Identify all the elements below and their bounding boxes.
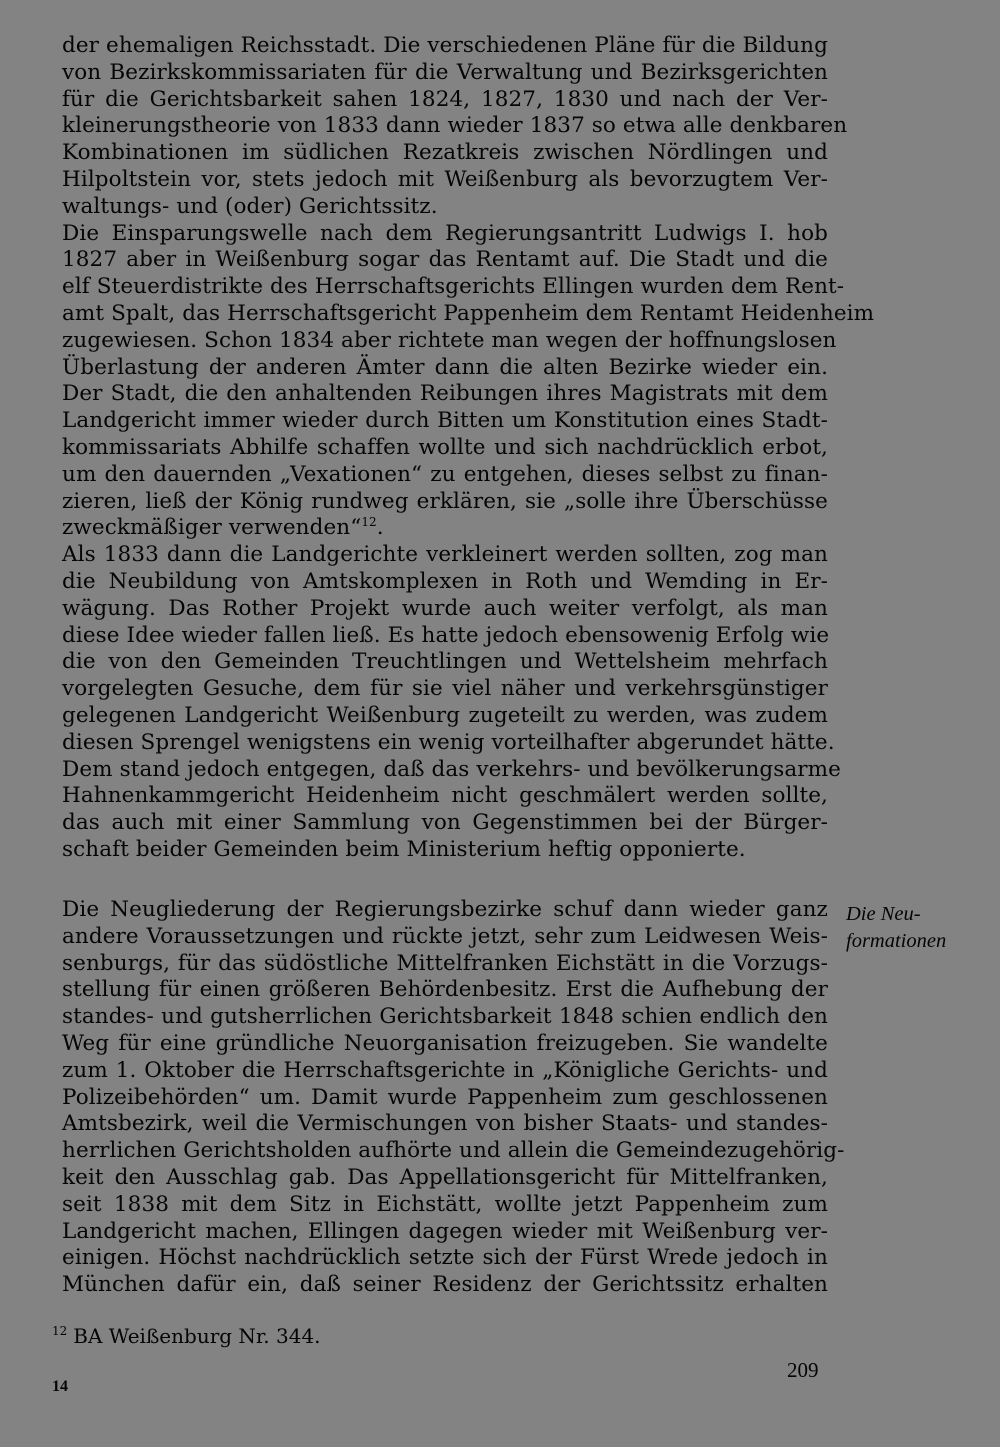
text-line: [62, 1058, 828, 1085]
text-line: [62, 1111, 828, 1138]
text-line-content: Hahnenkammgericht Heidenheim nicht geschmälert werden sollte,: [62, 783, 828, 809]
text-line: [62, 951, 828, 978]
text-line: [62, 756, 841, 784]
text-line: [62, 167, 828, 194]
text-line-content: Amtsbezirk, weil die Vermischungen von bisher Staats- und standes-: [62, 1111, 828, 1137]
text-line-content: um den dauernden „Vexationen“ zu entgehen, dieses selbst zu finan-: [62, 461, 828, 487]
text-line-content: Polizeibehörden“ um. Damit wurde Pappenheim zum geschlossenen: [62, 1084, 828, 1110]
text-line-content: Die Neugliederung der Regierungsbezirke schuf dann wieder ganz: [62, 897, 828, 922]
text-line: [62, 729, 835, 757]
text-line: [62, 327, 837, 355]
signature-mark: 14: [52, 1378, 68, 1395]
footnote: [52, 1318, 321, 1349]
text-line-content: gelegenen Landgericht Weißenburg zugeteilt zu werden, was zudem: [62, 702, 828, 728]
text-line-content: die Neubildung von Amtskomplexen in Roth und Wemding in Er-: [62, 568, 828, 594]
text-line: [62, 1272, 828, 1299]
text-line: [62, 569, 828, 596]
text-line: [62, 1004, 828, 1031]
text-line-content: von Bezirkskommissariaten für die Verwaltung und Bezirksgerichten: [62, 59, 828, 85]
text-line-content: standes- und gutsherrlichen Gerichtsbarkeit 1848 schien endlich den: [62, 1004, 828, 1030]
text-line-content: das auch mit einer Sammlung von Gegenstimmen bei der Bürger-: [62, 810, 828, 836]
text-line: [62, 140, 828, 167]
text-line: [62, 1192, 828, 1219]
text-line-content: Weg für eine gründliche Neuorganisation freizugeben. Sie wandelte: [62, 1030, 828, 1056]
text-line-content: Als 1833 dann die Landgerichte verkleinert werden sollten, zog man: [62, 542, 828, 568]
text-line-content: Überlastung der anderen Ämter dann die alten Bezirke wieder ein.: [62, 354, 828, 380]
text-line: [62, 381, 828, 408]
text-line-content: andere Voraussetzungen und rückte jetzt, sehr zum Leidwesen Weis-: [62, 923, 828, 949]
text-line: [62, 977, 828, 1004]
text-line: [62, 489, 828, 516]
text-line-content: Der Stadt, die den anhaltenden Reibungen ihres Magistrats mit dem: [62, 381, 828, 407]
text-line: [62, 837, 828, 864]
text-line: [62, 87, 828, 114]
text-line: [62, 542, 828, 569]
text-line: [62, 1165, 828, 1192]
text-line-content: wägung. Das Rother Projekt wurde auch weiter verfolgt, als man: [62, 595, 828, 621]
text-line-content: Landgericht machen, Ellingen dagegen wieder mit Weißenburg ver-: [62, 1218, 828, 1244]
text-line: [62, 274, 845, 301]
text-line-content: Hilpoltstein vor, stets jedoch mit Weißenburg als bevorzugtem Ver-: [62, 166, 828, 192]
text-line-content: 1827 aber in Weißenburg sogar das Rentamt auf. Die Stadt und die: [62, 247, 828, 273]
text-line: [62, 1085, 828, 1112]
text-line: [62, 408, 828, 435]
margin-note-line: formationen: [846, 930, 947, 952]
text-line: [62, 462, 828, 489]
text-line: [62, 1031, 828, 1058]
text-line: [62, 33, 828, 60]
text-line-content: kleinerungstheorie von 1833 dann wieder 1837 so etwa alle denkbaren: [62, 113, 848, 139]
margin-note-line: Die Neu-: [846, 903, 921, 925]
text-line: [62, 649, 828, 676]
margin-note: [846, 901, 946, 955]
text-line: [62, 623, 828, 650]
text-line-content: der ehemaligen Reichsstadt. Die verschiedenen Pläne für die Bildung: [62, 33, 828, 58]
text-line-content: zweckmäßiger verwenden“: [62, 515, 362, 541]
text-line: [62, 355, 828, 382]
page-number: 209: [787, 1358, 819, 1382]
text-line-content: für die Gerichtsbarkeit sahen 1824, 1827, 1830 und nach der Ver-: [62, 86, 828, 112]
text-line-content: diesen Sprengel wenigstens ein wenig vorteilhafter abgerundet hätte.: [62, 729, 835, 755]
text-line-content: elf Steuerdistrikte des Herrschaftsgerichts Ellingen wurden dem Rent-: [62, 274, 845, 300]
text-line-content: schaft beider Gemeinden beim Ministerium heftig opponierte.: [62, 836, 746, 862]
text-line: [62, 515, 828, 542]
paragraph-block-lower: [62, 897, 845, 1299]
text-line-content: zum 1. Oktober die Herrschaftsgerichte in „Königliche Gerichts- und: [62, 1057, 828, 1083]
text-line: [62, 1245, 828, 1272]
text-line: [62, 1219, 828, 1246]
text-line: [62, 194, 828, 221]
text-line: [62, 703, 828, 730]
text-line: [62, 783, 828, 810]
text-line-content: seit 1838 mit dem Sitz in Eichstätt, wollte jetzt Pappenheim zum: [62, 1191, 828, 1217]
text-line-content: herrlichen Gerichtsholden aufhörte und allein die Gemeindezugehörig-: [62, 1138, 845, 1164]
text-line-content: Kombinationen im südlichen Rezatkreis zwischen Nördlingen und: [62, 140, 828, 166]
text-line-content: zugewiesen. Schon 1834 aber richtete man wegen der hoffnungslosen: [62, 327, 837, 353]
text-line-content: kommissariats Abhilfe schaffen wollte und sich nachdrücklich erbot,: [62, 434, 828, 460]
text-line: [62, 113, 848, 140]
text-line-content: Landgericht immer wieder durch Bitten um Konstitution eines Stadt-: [62, 408, 828, 434]
text-line: [62, 247, 828, 274]
text-line: [62, 221, 828, 248]
text-line: [62, 810, 828, 837]
footnote-number: 12: [52, 1324, 68, 1338]
footnote-text: BA Weißenburg Nr. 344.: [73, 1324, 321, 1348]
text-line: [62, 676, 828, 703]
text-line-content: vorgelegten Gesuche, dem für sie viel näher und verkehrsgünstiger: [62, 676, 828, 702]
text-line-content: senburgs, für das südöstliche Mittelfranken Eichstätt in die Vorzugs-: [62, 950, 828, 976]
text-line-content: Dem stand jedoch entgegen, daß das verkehrs- und bevölkerungsarme: [62, 756, 841, 782]
text-line-content: diese Idee wieder fallen ließ. Es hatte jedoch ebensowenig Erfolg wie: [62, 622, 830, 648]
paragraph-block-upper: [62, 33, 875, 864]
text-line-content: keit den Ausschlag gab. Das Appellationsgericht für Mittelfranken,: [62, 1164, 828, 1190]
text-line: [62, 596, 828, 623]
text-line: [62, 897, 828, 924]
text-line: [62, 1138, 845, 1165]
footnote-reference: 12: [361, 515, 377, 530]
text-line-content: amt Spalt, das Herrschaftsgericht Pappenheim dem Rentamt Heidenheim: [62, 300, 875, 326]
text-line: [62, 435, 828, 462]
text-line: [62, 60, 828, 87]
text-line-content: die von den Gemeinden Treuchtlingen und Wettelsheim mehrfach: [62, 649, 828, 675]
text-line-content: waltungs- und (oder) Gerichtssitz.: [62, 193, 438, 219]
text-line-content: München dafür ein, daß seiner Residenz der Gerichtssitz erhalten: [62, 1272, 828, 1298]
text-line: [62, 924, 828, 951]
text-line-content: einigen. Höchst nachdrücklich setzte sich der Fürst Wrede jedoch in: [62, 1245, 828, 1271]
footnote-reference-suffix: .: [376, 515, 384, 541]
text-line-content: stellung für einen größeren Behördenbesitz. Erst die Aufhebung der: [62, 977, 828, 1003]
text-line: [62, 300, 875, 328]
text-line-content: zieren, ließ der König rundweg erklären, sie „solle ihre Überschüsse: [62, 488, 828, 514]
text-line-content: Die Einsparungswelle nach dem Regierungsantritt Ludwigs I. hob: [62, 220, 828, 246]
